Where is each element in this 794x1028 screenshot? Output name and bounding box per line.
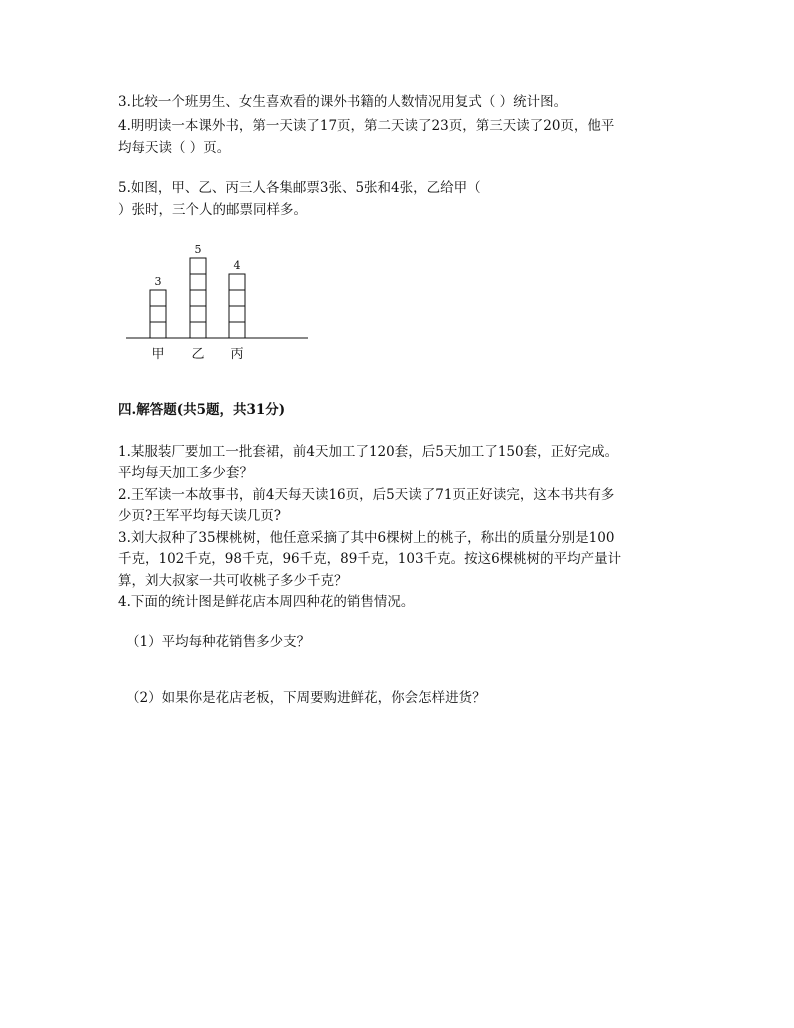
solve-q3-line3: 算，刘大叔家一共可收桃子多少千克？ (118, 573, 348, 589)
solve-q2-line2: 少页?王军平均每天读几页? (118, 508, 281, 524)
fill-blank-q5-line2: ）张时，三个人的邮票同样多。 (118, 202, 307, 218)
stamp-square-2-2 (190, 306, 206, 322)
bar-value-label: 3 (154, 275, 162, 288)
stamp-bar-chart (120, 236, 320, 366)
fill-blank-q3: 3.比较一个班男生、女生喜欢看的课外书籍的人数情况用复式（ ）统计图。 (118, 94, 568, 110)
stamp-square-3-2 (229, 306, 245, 322)
stamp-square-3-4 (229, 274, 245, 290)
solve-q1-line2: 平均每天加工多少套？ (118, 465, 253, 481)
fill-blank-q4-line2: 均每天读（ ）页。 (118, 140, 231, 156)
solve-q3-line1: 3.刘大叔种了35棵桃树，他任意采摘了其中6棵树上的桃子，称出的质量分别是100 (118, 530, 615, 546)
bar-value-label: 4 (233, 259, 241, 272)
stamp-square-2-3 (190, 290, 206, 306)
bar-value-label: 5 (194, 243, 202, 256)
fill-blank-q5-line1: 5.如图，甲、乙、丙三人各集邮票3张、5张和4张，乙给甲（ (118, 180, 481, 196)
stamp-square-2-1 (190, 322, 206, 338)
stamp-square-1-3 (150, 290, 166, 306)
stamp-square-3-3 (229, 290, 245, 306)
solve-q1-line1: 1.某服装厂要加工一批套裙，前4天加工了120套，后5天加工了150套，正好完成。 (118, 444, 619, 460)
stamp-square-1-1 (150, 322, 166, 338)
category-label: 甲 (151, 347, 165, 362)
stamp-square-1-2 (150, 306, 166, 322)
section4-title: 四.解答题(共5题，共31分) (118, 402, 286, 418)
solve-q3-line2: 千克，102千克，98千克，96千克，89千克，103千克。按这6棵桃树的平均产量计 (118, 551, 622, 567)
category-label: 丙 (230, 347, 244, 362)
solve-q4-sub1: （1）平均每种花销售多少支？ (126, 634, 311, 650)
category-label: 乙 (191, 347, 205, 362)
solve-q4-line1: 4.下面的统计图是鲜花店本周四种花的销售情况。 (118, 594, 415, 610)
fill-blank-q4-line1: 4.明明读一本课外书，第一天读了17页，第二天读了23页，第三天读了20页，他平 (118, 118, 615, 134)
stamp-square-3-1 (229, 322, 245, 338)
solve-q2-line1: 2.王军读一本故事书，前4天每天读16页，后5天读了71页正好读完，这本书共有多 (118, 487, 615, 503)
stamp-square-2-5 (190, 258, 206, 274)
stamp-square-2-4 (190, 274, 206, 290)
solve-q4-sub2: （2）如果你是花店老板，下周要购进鲜花，你会怎样进货？ (126, 690, 486, 706)
